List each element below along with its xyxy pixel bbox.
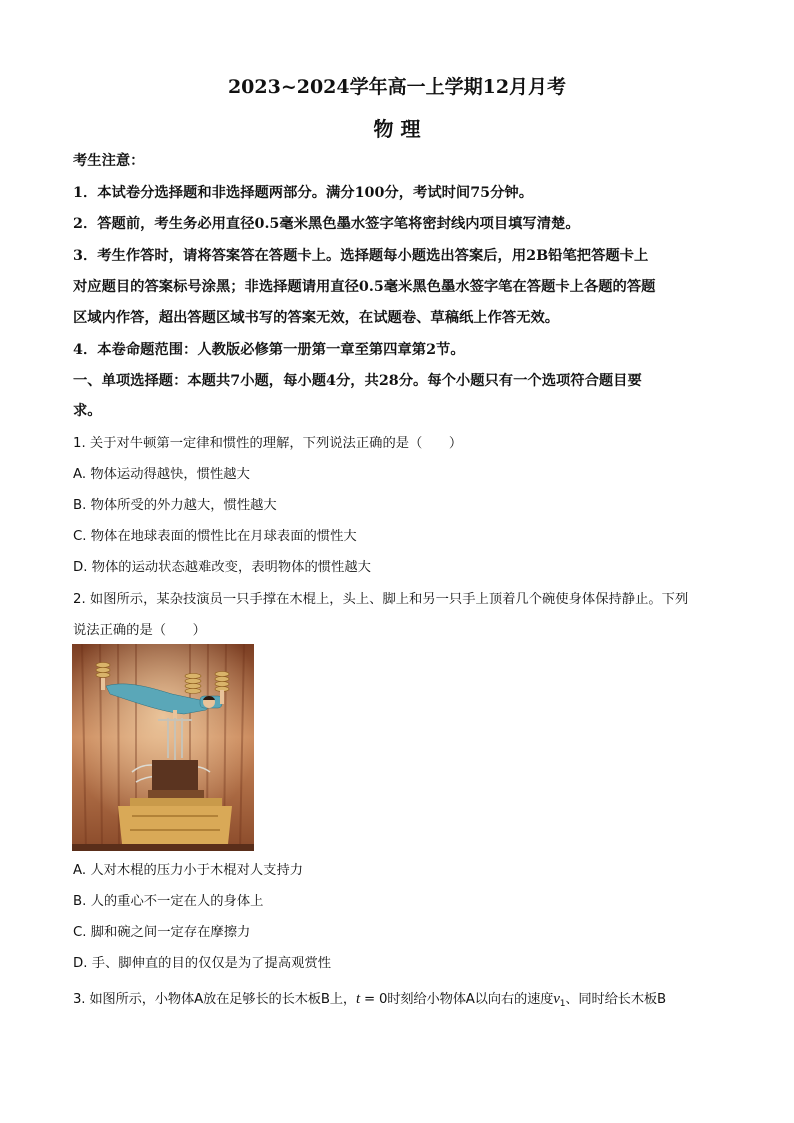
subject-title: 物 理: [373, 117, 421, 141]
notice-item-2: 2．答题前，考生务必用直径0.5毫米黑色墨水签字笔将密封线内项目填写清楚。: [73, 216, 580, 232]
exam-title: 2023~2024学年高一上学期12月月考: [227, 76, 567, 98]
question-1-option-b: B. 物体所受的外力越大，惯性越大: [73, 498, 277, 513]
notice-item-4: 4．本卷命题范围：人教版必修第一册第一章至第四章第2节。: [73, 342, 465, 358]
velocity-variable: v: [553, 991, 560, 1007]
section-heading: 一、单项选择题：本题共7小题，每小题4分，共28分。每个小题只有一个选项符合题目要: [73, 373, 642, 389]
acrobat-photo: [72, 644, 254, 851]
question-2-option-d: D. 手、脚伸直的目的仅仅是为了提高观赏性: [73, 956, 332, 971]
question-1-stem: 1. 关于对牛顿第一定律和惯性的理解，下列说法正确的是（ ）: [73, 436, 463, 451]
velocity-subscript: 1: [559, 999, 566, 1009]
question-3-text-1: 3. 如图所示，小物体A放在足够长的长木板B上，: [73, 992, 356, 1007]
question-3-text-2: = 0时刻给小物体A以向右的速度: [359, 992, 554, 1007]
time-variable: t: [355, 991, 360, 1007]
section-heading-cont: 求。: [73, 403, 102, 419]
question-1-option-d: D. 物体的运动状态越难改变，表明物体的惯性越大: [73, 560, 371, 575]
question-2-stem-cont: 说法正确的是（ ）: [73, 623, 206, 638]
question-1-option-a: A. 物体运动得越快，惯性越大: [73, 467, 250, 482]
question-3-text-3: 、同时给长木板B: [565, 992, 666, 1007]
notice-item-3-cont2: 区域内作答，超出答题区域书写的答案无效，在试题卷、草稿纸上作答无效。: [73, 310, 560, 326]
question-1-option-c: C. 物体在地球表面的惯性比在月球表面的惯性大: [73, 529, 357, 544]
question-2-option-b: B. 人的重心不一定在人的身体上: [73, 894, 264, 909]
question-3-stem: [73, 988, 666, 1009]
question-2-stem: 2. 如图所示，某杂技演员一只手撑在木棍上，头上、脚上和另一只手上顶着几个碗使身体保持静止。下列: [73, 592, 689, 607]
question-2-option-a: A. 人对木棍的压力小于木棍对人支持力: [73, 863, 304, 878]
notice-item-3-cont: 对应题目的答案标号涂黑；非选择题请用直径0.5毫米黑色墨水签字笔在答题卡上各题的答题: [73, 279, 656, 295]
question-2-option-c: C. 脚和碗之间一定存在摩擦力: [73, 925, 251, 940]
notice-item-3: 3．考生作答时，请将答案答在答题卡上。选择题每小题选出答案后，用2B铅笔把答题卡上: [73, 248, 649, 264]
notice-heading: 考生注意：: [73, 153, 145, 169]
notice-item-1: 1．本试卷分选择题和非选择题两部分。满分100分，考试时间75分钟。: [73, 185, 533, 201]
